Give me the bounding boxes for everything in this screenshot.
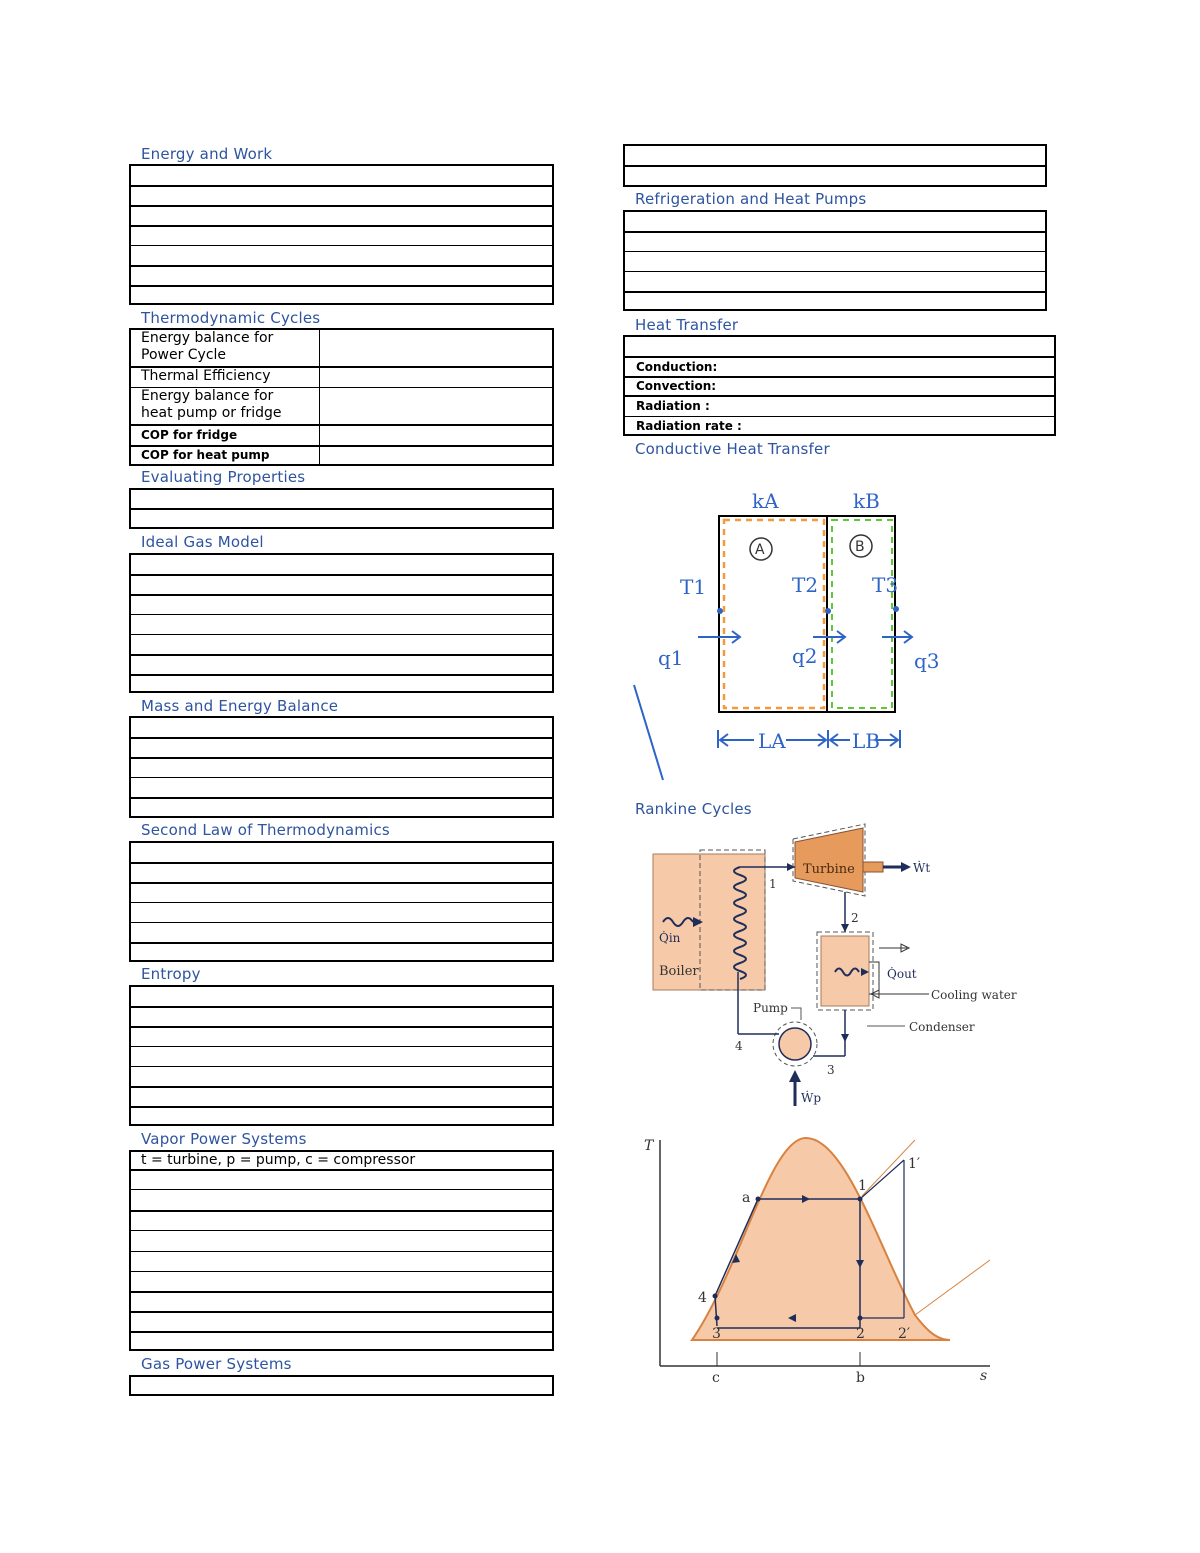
section-title-energy-work: Energy and Work bbox=[141, 145, 273, 163]
label-wp: Ẇp bbox=[801, 1091, 822, 1105]
row-label-cop-fridge: COP for fridge bbox=[141, 428, 238, 442]
section-title-refrigeration: Refrigeration and Heat Pumps bbox=[635, 190, 867, 208]
entropy-table bbox=[129, 985, 554, 1126]
ideal-gas-table bbox=[129, 553, 554, 693]
row-label-cop-heat-pump: COP for heat pump bbox=[141, 448, 270, 462]
rankine-schematic bbox=[645, 822, 1025, 1112]
label-q3: q3 bbox=[914, 649, 940, 673]
section-title-rankine: Rankine Cycles bbox=[635, 800, 752, 818]
label-state-2: 2 bbox=[856, 1326, 865, 1342]
label-wt: Ẇt bbox=[913, 861, 931, 875]
label-state-c: c bbox=[712, 1370, 720, 1386]
label-q2: q2 bbox=[792, 644, 818, 668]
energy-work-table bbox=[129, 164, 554, 305]
gas-power-table bbox=[129, 1375, 554, 1396]
label-kb: kB bbox=[853, 489, 880, 513]
section-title-entropy: Entropy bbox=[141, 965, 201, 983]
label-point-2: 2 bbox=[851, 911, 859, 925]
label-lb: LB bbox=[852, 729, 880, 753]
section-title-mass-energy: Mass and Energy Balance bbox=[141, 697, 339, 715]
row-label-conduction: Conduction: bbox=[636, 360, 718, 374]
label-point-1: 1 bbox=[769, 877, 777, 891]
row-label-radiation: Radiation : bbox=[636, 399, 710, 413]
label-point-4: 4 bbox=[735, 1039, 743, 1053]
label-qout: Q̇out bbox=[887, 967, 917, 981]
row-label-radiation-rate: Radiation rate : bbox=[636, 419, 742, 433]
label-q1: q1 bbox=[658, 646, 684, 670]
label-state-1-prime: 1′ bbox=[908, 1156, 921, 1172]
label-axis-t: T bbox=[644, 1138, 654, 1154]
label-state-4: 4 bbox=[698, 1290, 707, 1306]
label-state-3: 3 bbox=[712, 1326, 721, 1342]
label-state-a: a bbox=[742, 1190, 751, 1206]
vapor-power-table bbox=[129, 1150, 554, 1351]
section-title-conductive: Conductive Heat Transfer bbox=[635, 440, 830, 458]
section-title-evaluating-properties: Evaluating Properties bbox=[141, 468, 306, 486]
label-b: B bbox=[855, 539, 865, 555]
label-condenser: Condenser bbox=[909, 1020, 975, 1034]
label-boiler: Boiler bbox=[659, 964, 699, 979]
section-title-heat-transfer: Heat Transfer bbox=[635, 316, 739, 334]
row-label-energy-balance-heat-pump: Energy balance for heat pump or fridge bbox=[141, 388, 282, 421]
label-t2: T2 bbox=[792, 573, 819, 597]
section-title-gas-power: Gas Power Systems bbox=[141, 1355, 292, 1373]
evaluating-properties-table bbox=[129, 488, 554, 529]
row-label-convection: Convection: bbox=[636, 379, 717, 393]
label-cooling-water: Cooling water bbox=[931, 988, 1017, 1002]
label-state-b: b bbox=[856, 1370, 865, 1386]
refrigeration-table bbox=[623, 210, 1047, 311]
section-title-vapor-power: Vapor Power Systems bbox=[141, 1130, 307, 1148]
conductive-wall-diagram bbox=[620, 470, 960, 790]
label-state-2-prime: 2′ bbox=[898, 1326, 911, 1342]
row-label-energy-balance-power: Energy balance for Power Cycle bbox=[141, 330, 274, 363]
label-la: LA bbox=[758, 729, 786, 753]
label-point-3: 3 bbox=[827, 1063, 835, 1077]
second-law-table bbox=[129, 841, 554, 962]
label-ka: kA bbox=[752, 489, 779, 513]
heat-transfer-table bbox=[623, 335, 1056, 436]
mass-energy-table bbox=[129, 716, 554, 818]
label-state-1: 1 bbox=[858, 1178, 867, 1194]
section-title-thermodynamic-cycles: Thermodynamic Cycles bbox=[141, 309, 321, 327]
section-title-ideal-gas: Ideal Gas Model bbox=[141, 533, 264, 551]
rankine-ts-diagram bbox=[640, 1130, 1010, 1390]
label-a: A bbox=[755, 542, 765, 558]
label-turbine: Turbine bbox=[803, 862, 855, 877]
label-t3: T3 bbox=[872, 573, 899, 597]
thermo-cycles-table bbox=[129, 328, 554, 466]
top-right-table bbox=[623, 144, 1047, 187]
vapor-power-legend: t = turbine, p = pump, c = compressor bbox=[141, 1152, 416, 1168]
label-axis-s: s bbox=[980, 1368, 988, 1384]
label-t1: T1 bbox=[680, 575, 707, 599]
label-qin: Q̇in bbox=[659, 931, 681, 945]
row-label-thermal-efficiency: Thermal Efficiency bbox=[141, 368, 271, 384]
label-pump: Pump bbox=[753, 1001, 788, 1015]
section-title-second-law: Second Law of Thermodynamics bbox=[141, 821, 390, 839]
